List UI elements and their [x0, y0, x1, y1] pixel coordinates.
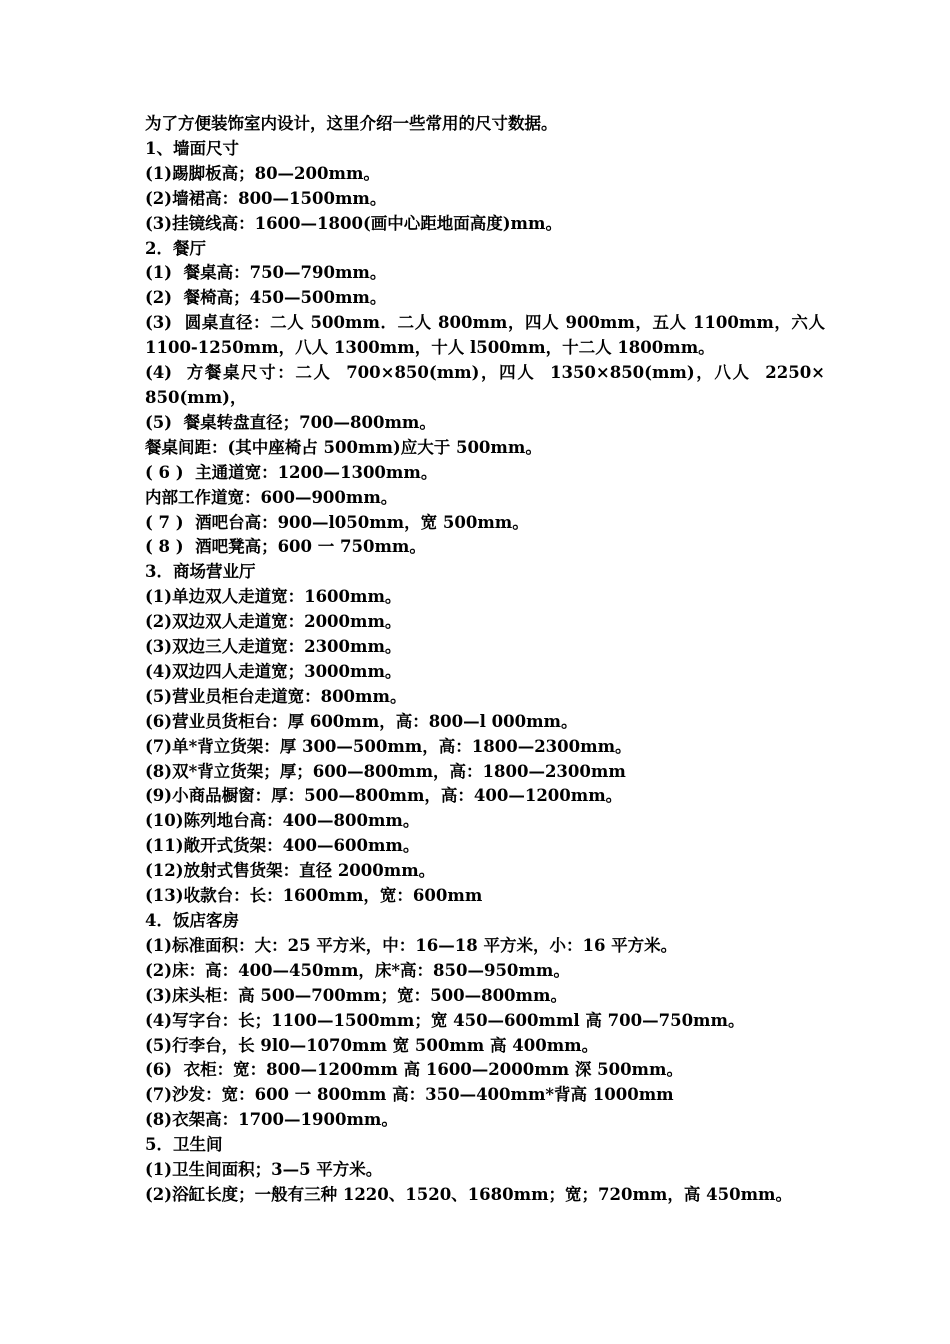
text-line: (1) 餐桌高：750—790mm。 — [145, 263, 387, 283]
text-line: (1)标准面积：大：25 平方米，中：16—18 平方米，小：16 平方米。 — [145, 935, 678, 955]
text-line: (2)浴缸长度；一般有三种 1220、1520、1680mm；宽；720mm，高 450mm。 — [145, 1184, 792, 1204]
text-line: 1100-1250mm，八人 1300mm，十人 l500mm，十二人 1800mm。 — [145, 338, 715, 358]
section-heading-mall: 3．商场营业厅 — [145, 562, 256, 582]
section-heading-dining: 2．餐厅 — [145, 238, 206, 258]
document-body — [145, 112, 825, 1208]
text-line: (7)沙发：宽：600 一 800mm 高：350—400mm*背高 1000mm — [145, 1085, 674, 1105]
text-line: (8)双*背立货架；厚；600—800mm，高：1800—2300mm — [145, 761, 626, 781]
text-line: (3) 圆桌直径：二人 500mm．二人 800mm，四人 900mm，五人 1100mm，六人 — [145, 313, 825, 333]
text-line: (11)敞开式货架：400—600mm。 — [145, 836, 420, 856]
text-line: (2)床：高：400—450mm，床*高：850—950mm。 — [145, 960, 570, 980]
text-line: (3)双边三人走道宽：2300mm。 — [145, 637, 402, 657]
text-line: ( 6 ) 主通道宽：1200—1300mm。 — [145, 462, 438, 482]
text-line: (2) 餐椅高；450—500mm。 — [145, 288, 387, 308]
text-line: 餐桌间距：(其中座椅占 500mm)应大于 500mm。 — [145, 437, 542, 457]
text-line: (8)衣架高：1700—1900mm。 — [145, 1110, 398, 1130]
text-line: (4) 方餐桌尺寸：二人 700×850(mm)，四人 1350×850(mm)，八人 2250× — [145, 363, 825, 383]
text-line: (12)放射式售货架：直径 2000mm。 — [145, 861, 436, 881]
text-line: (3)床头柜：高 500—700mm；宽：500—800mm。 — [145, 985, 567, 1005]
text-line: (4)双边四人走道宽；3000mm。 — [145, 661, 402, 681]
text-line: (6) 衣柜：宽：800—1200mm 高 1600—2000mm 深 500mm。 — [145, 1060, 683, 1080]
text-line: (4)写字台：长；1100—1500mm；宽 450—600mml 高 700—750mm。 — [145, 1010, 745, 1030]
text-line: (1)单边双人走道宽：1600mm。 — [145, 587, 402, 607]
text-line: (13)收款台：长：1600mm，宽：600mm — [145, 886, 483, 906]
text-line: (6)营业员货柜台：厚 600mm，高：800—l 000mm。 — [145, 711, 578, 731]
text-line: (5)营业员柜台走道宽：800mm。 — [145, 686, 407, 706]
text-line: (2)墙裙高：800—1500mm。 — [145, 188, 387, 208]
text-line: (7)单*背立货架：厚 300—500mm，高：1800—2300mm。 — [145, 736, 632, 756]
text-line: (1)卫生间面积；3—5 平方米。 — [145, 1160, 383, 1180]
text-line: (3)挂镜线高：1600—1800(画中心距地面高度)mm。 — [145, 213, 562, 233]
text-line: (2)双边双人走道宽：2000mm。 — [145, 612, 402, 632]
text-line: ( 8 ) 酒吧凳高；600 一 750mm。 — [145, 537, 426, 557]
text-line: ( 7 ) 酒吧台高：900—l050mm，宽 500mm。 — [145, 512, 529, 532]
text-line: 850(mm)， — [145, 387, 247, 407]
text-line: 内部工作道宽：600—900mm。 — [145, 487, 398, 507]
text-line: (9)小商品橱窗：厚：500—800mm，高：400—1200mm。 — [145, 786, 623, 806]
section-heading-wall: 1、墙面尺寸 — [145, 138, 239, 158]
text-line: (5)行李台，长 9l0—1070mm 宽 500mm 高 400mm。 — [145, 1035, 599, 1055]
intro-text: 为了方便装饰室内设计，这里介绍一些常用的尺寸数据。 — [145, 114, 558, 133]
text-line: (1)踢脚板高；80—200mm。 — [145, 163, 380, 183]
section-heading-hotel: 4．饭店客房 — [145, 911, 239, 930]
text-line: (10)陈列地台高：400—800mm。 — [145, 811, 420, 831]
text-line: (5) 餐桌转盘直径；700—800mm。 — [145, 412, 436, 432]
section-heading-bathroom: 5．卫生间 — [145, 1135, 223, 1155]
